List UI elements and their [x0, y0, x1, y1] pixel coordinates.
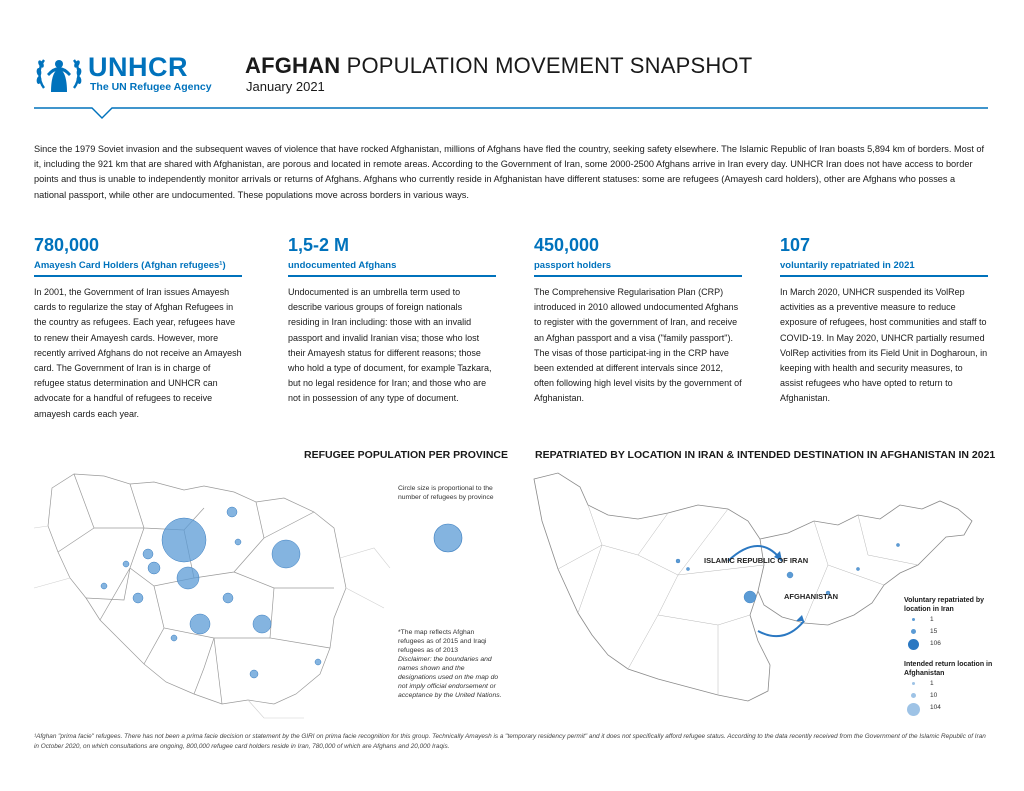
stat-description: In 2001, the Government of Iran issues Amayesh cards to regularize the stay of Afghan Refugees in the country as refugees. Each year, refugees have to renew their Amayesh cards. However, more recently arrived Afghans do not receive an Amayesh card. The Government of Iran is in charge of refugee status determination and UNHCR can advocate for a handful of refugees to receive amayesh cards each year. — [34, 287, 242, 419]
map1-note — [398, 628, 502, 700]
map2-title: REPATRIATED BY LOCATION IN IRAN & INTENDED DESTINATION IN AFGHANISTAN IN 2021 — [535, 449, 996, 461]
page-date: January 2021 — [246, 79, 325, 94]
header-divider — [34, 106, 988, 124]
map1-legend-bubble — [428, 518, 468, 558]
map1-note-main: *The map reflects Afghan refugees as of 2015 and Iraqi refugees as of 2013 — [398, 629, 487, 654]
stat-number: 780,000 — [34, 235, 100, 255]
logo-wordmark: UNHCR — [88, 52, 188, 82]
logo-tagline: The UN Refugee Agency — [90, 81, 212, 93]
page-title-rest: POPULATION MOVEMENT SNAPSHOT — [340, 53, 753, 78]
stat-divider — [534, 275, 742, 277]
map2-legend — [904, 596, 994, 718]
legend-dot — [912, 682, 915, 685]
legend-value: 106 — [930, 640, 941, 647]
map1-title: REFUGEE POPULATION PER PROVINCE — [304, 449, 508, 461]
stat-description: Undocumented is an umbrella term used to describe various groups of foreign nationals residing in Iran including: those with an invalid passport and invalid Iranian visa; those who lost their Amayesh status for different reasons; those who hold a type of document, for example Tazkara, but no legal residence for Iran; and those who are not in possession of any type of document. — [288, 287, 492, 404]
page-title-bold: AFGHAN — [245, 53, 341, 78]
legend-vol-title: Voluntary repatriated by location in Iran — [904, 597, 985, 613]
stat-passport — [534, 234, 742, 407]
legend-row — [904, 690, 994, 702]
legend-ret-title: Intended return location in Afghanistan — [904, 661, 993, 677]
iran-label: ISLAMIC REPUBLIC OF IRAN — [704, 556, 809, 565]
legend-dot — [911, 693, 916, 698]
stat-description: The Comprehensive Regularisation Plan (CRP) introduced in 2010 allowed undocumented Afghans to register with the government of Iran, and receive an Afghan passport and a visa ("family passport"). The visas of those participat-ing in the CRP have been extended at different intervals since 2012, often following high level visits by the government of Afghanistan. — [534, 287, 742, 404]
legend-dot — [912, 618, 915, 621]
stat-number: 450,000 — [534, 235, 600, 255]
stat-number: 107 — [780, 235, 811, 255]
stat-label: passport holders — [534, 260, 612, 271]
unhcr-logo — [34, 52, 216, 98]
intro-paragraph: Since the 1979 Soviet invasion and the subsequent waves of violence that have rocked Afghanistan, millions of Afghans have fled the country, seeking safety elsewhere. The Islamic Republic of Iran boasts 5,894 km of borders. Most of it, including the 921 km that are shared with Afghanistan, are porous and located in remote areas. According to the Government of Iran, some 2000-2500 Afghans arrive in Iran every day. UNHCR Iran does not have access to border points and thus is unable to independently monitor arrivals or returns of Afghans. Afghans who currently reside in Afghanistan have different statuses: some are refugees (Amayesh card holders), other are Afghans who posses a national passport, while other are undocumented. These populations move across borders in various ways. — [34, 144, 985, 200]
stat-amayesh — [34, 234, 242, 422]
map1-legend-text: Circle size is proportional to the number of refugees by province — [398, 485, 494, 501]
stat-divider — [34, 275, 242, 277]
legend-value: 1 — [930, 680, 934, 687]
map1-disclaimer: Disclaimer: the boundaries and names shown and the designations used on the map do not imply official endorsement or acceptance by the United Nations. — [398, 656, 502, 699]
legend-row — [904, 614, 994, 626]
stat-divider — [288, 275, 496, 277]
chevron-divider-icon — [34, 108, 988, 118]
stat-number: 1,5-2 M — [288, 235, 350, 255]
legend-dot — [908, 639, 919, 650]
stat-repatriated — [780, 234, 988, 407]
page-title — [245, 53, 752, 79]
legend-row — [904, 702, 994, 718]
stat-label: undocumented Afghans — [288, 260, 397, 271]
stat-description: In March 2020, UNHCR suspended its VolRep activities as a preventive measure to reduce exposure of refugees, host communities and staff to COVID-19. In May 2020, UNHCR partially resumed VolRep activities from its Field Unit in Dogharoun, in keeping with health and security measures, to assist refugees who have opted to return to Afghanistan. — [780, 287, 988, 404]
footnote: ¹Afghan "prima facie" refugees. There has not been a prima facie decision or statement by the GIRI on prima facie recognition for this group. Technically Amayesh is a "temporary residency permit" and it does not specifically afford refugee status. According to the data recently received from the Government of the Islamic Republic of Iran in October 2020, on which consultations are ongoing, 800,000 refugee card holders reside in Iran, 780,000 of which are Afghans and 20,000 Iraqis. — [34, 733, 986, 750]
unhcr-emblem-icon — [34, 52, 84, 98]
legend-row — [904, 638, 994, 654]
legend-value: 1 — [930, 616, 934, 623]
legend-row — [904, 678, 994, 690]
legend-dot — [911, 629, 916, 634]
legend-dot — [907, 703, 920, 716]
legend-value: 104 — [930, 704, 941, 711]
stat-label: voluntarily repatriated in 2021 — [780, 260, 915, 271]
stat-undocumented — [288, 234, 496, 407]
legend-row — [904, 626, 994, 638]
legend-value: 15 — [930, 628, 938, 635]
stat-label: Amayesh Card Holders (Afghan refugees¹) — [34, 260, 226, 271]
afghanistan-label: AFGHANISTAN — [784, 592, 839, 601]
stat-divider — [780, 275, 988, 277]
legend-value: 10 — [930, 692, 938, 699]
refugee-province-map — [34, 468, 394, 730]
